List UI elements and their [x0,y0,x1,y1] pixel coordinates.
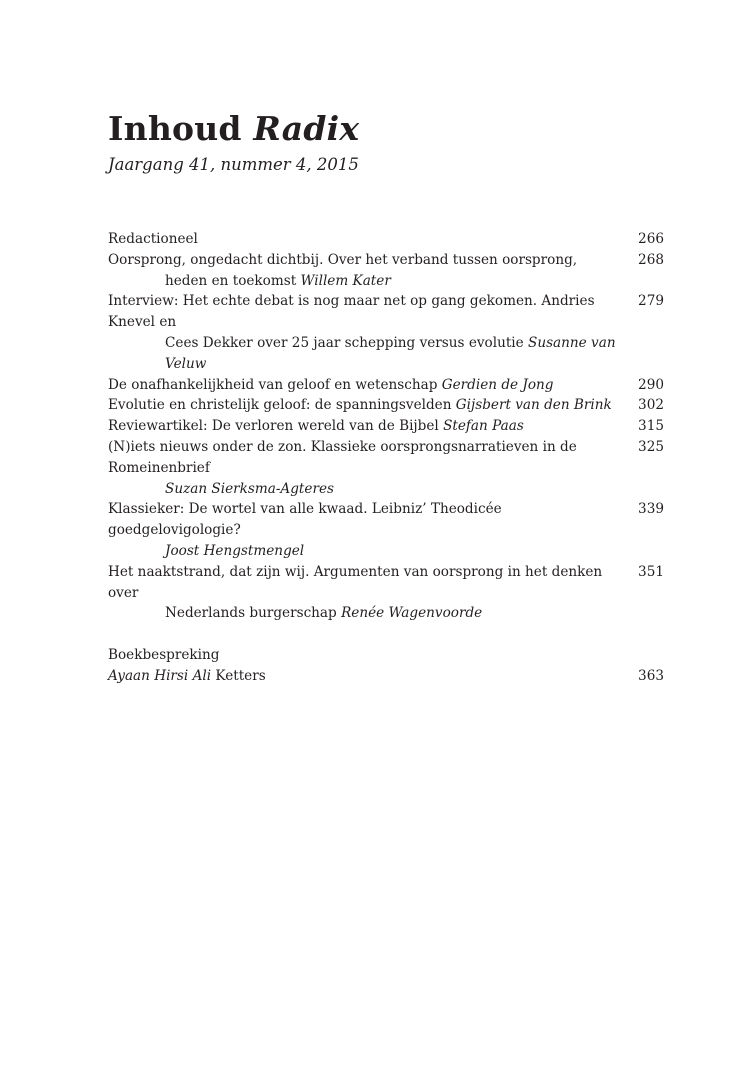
contents-page [108,108,664,687]
entry-title: Evolutie en christelijk geloof: de spanningsvelden [108,397,456,414]
page-number: 363 [638,667,664,684]
title-magazine: Radix [253,109,360,148]
page-number: 290 [638,376,664,393]
entry-author: Suzan Sierksma-Agteres [165,480,334,497]
page-number: 315 [638,418,664,435]
toc-entry-oorsprong [108,250,664,292]
toc-entry-interview [108,291,664,374]
entry-author: Susanne van Veluw [165,334,616,372]
entry-author: Joost Hengstmengel [165,542,305,559]
entry-title: Klassieker: De wortel van alle kwaad. Leibniz’ Theodicée goedgelovigologie? [108,501,502,539]
entry-title: Ketters [211,667,266,684]
entry-title: Het naaktstrand, dat zijn wij. Argumenten van oorsprong in het denken over [108,563,603,601]
entry-author: Gerdien de Jong [441,376,554,393]
entry-author: Willem Kater [300,272,391,289]
entry-title: (N)iets nieuws onder de zon. Klassieke oorsprongsnarratieven in de Romeinenbrief [108,438,577,476]
entry-author: Renée Wagenvoorde [341,605,483,622]
page-number: 302 [638,397,664,414]
page-title [108,108,664,150]
page-number: 268 [638,251,664,268]
entry-title: De onafhankelijkheid van geloof en wetenschap [108,376,442,393]
entry-title: Redactioneel [108,231,198,247]
section-heading: Boekbespreking [108,646,220,663]
entry-title: Interview: Het echte debat is nog maar net op gang gekomen. Andries Knevel en [108,293,595,331]
page-number: 339 [638,501,664,518]
entry-title: Reviewartikel: De verloren wereld van de Bijbel [108,418,444,435]
entry-author: Stefan Paas [443,418,524,435]
entry-title-continued: Nederlands burgerschap [165,605,342,622]
toc-entry-klassieker [108,499,664,561]
toc-entry-naaktstrand [108,562,664,624]
page-number: 325 [638,438,664,455]
entry-title: Oorsprong, ongedacht dichtbij. Over het verband tussen oorsprong, [108,251,578,268]
table-of-contents [108,229,664,687]
entry-title-continued: heden en toekomst [165,272,301,289]
issue-subtitle: Jaargang 41, nummer 4, 2015 [108,155,359,174]
entry-author: Gijsbert van den Brink [455,397,612,414]
page-number: 266 [638,231,664,247]
toc-entry-ketters [108,666,664,687]
toc-entry-evolutie [108,395,664,416]
toc-entry-niets-nieuws [108,437,664,499]
page-number: 279 [638,293,664,310]
entry-title-continued: Cees Dekker over 25 jaar schepping versus evolutie [165,334,529,351]
page-number: 351 [638,563,664,580]
book-review-section [108,645,664,687]
title-main: Inhoud [108,109,242,148]
entry-author: Ayaan Hirsi Ali [108,667,212,684]
toc-entry-redactioneel [108,229,664,250]
toc-entry-reviewartikel [108,416,664,437]
toc-entry-onafhankelijkheid [108,375,664,396]
